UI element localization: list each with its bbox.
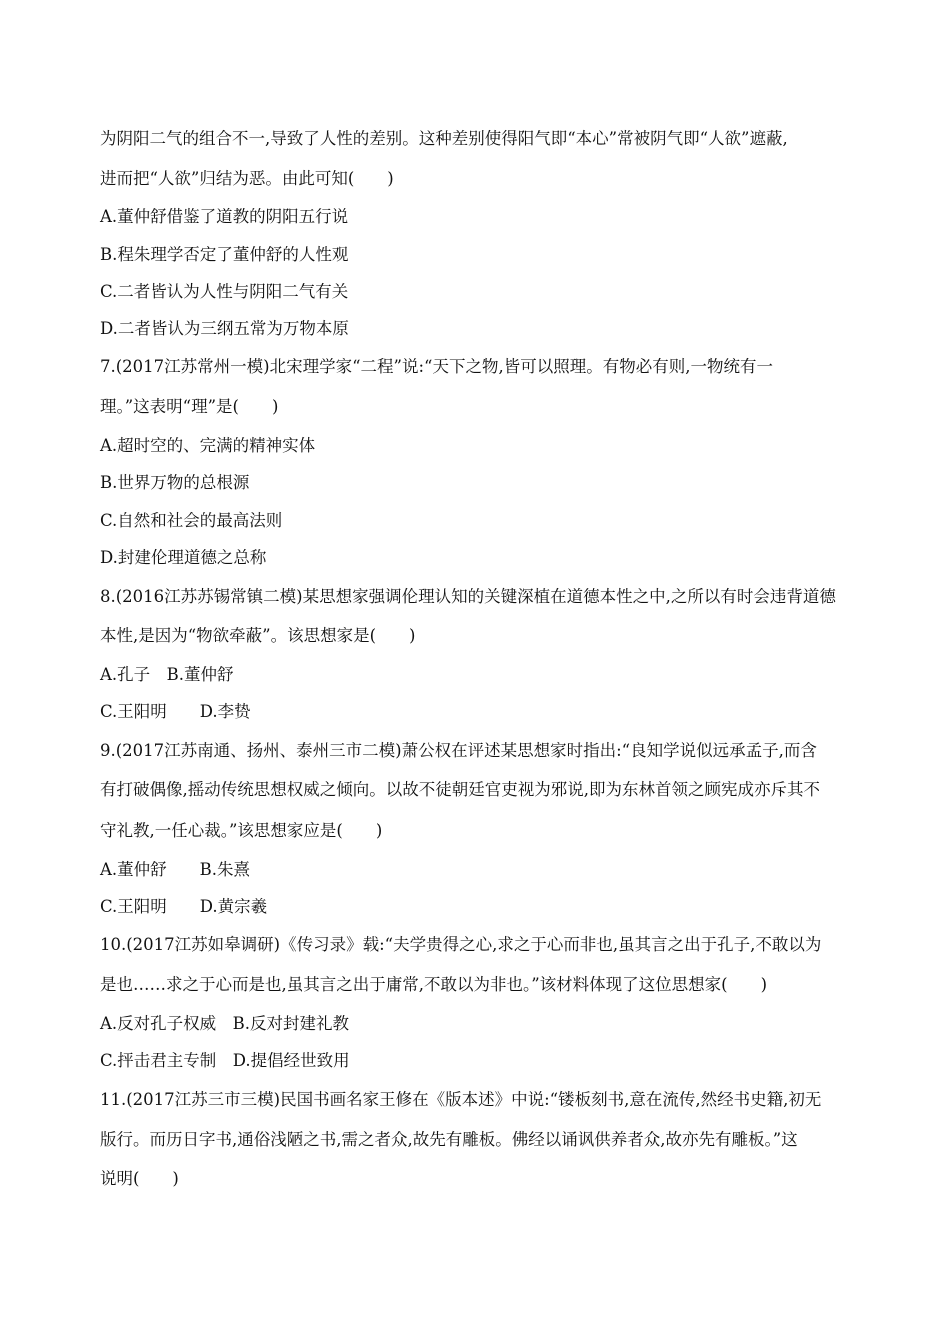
- options-cd: C.王阳明 D.黄宗羲: [100, 897, 268, 916]
- text-line: 进而把“人欲”归结为恶。由此可知( ): [100, 169, 394, 188]
- options-cd: C.抨击君主专制 D.提倡经世致用: [100, 1051, 350, 1070]
- question-8: 8.(2016江苏苏锡常镇二模)某思想家强调伦理认知的关键深植在道德本性之中,之所以有时会违背道德: [100, 587, 836, 606]
- question-7-cont: 理。”这表明“理”是( ): [100, 397, 279, 416]
- option-d: D.二者皆认为三纲五常为万物本原: [100, 319, 349, 338]
- question-9-cont: 有打破偶像,摇动传统思想权威之倾向。以故不徒朝廷官吏视为邪说,即为东林首领之顾宪成亦斥其不: [100, 780, 820, 799]
- question-10-cont: 是也……求之于心而是也,虽其言之出于庸常,不敢以为非也。”该材料体现了这位思想家( ): [100, 975, 768, 994]
- option-a: A.董仲舒借鉴了道教的阴阳五行说: [100, 207, 349, 226]
- options-cd: C.王阳明 D.李贽: [100, 702, 251, 721]
- question-7: 7.(2017江苏常州一模)北宋理学家“二程”说:“天下之物,皆可以照理。有物必有则,一物统有一: [100, 357, 773, 376]
- option-b: B.世界万物的总根源: [100, 473, 250, 492]
- question-10: 10.(2017江苏如皋调研)《传习录》载:“夫学贵得之心,求之于心而非也,虽其言之出于孔子,不敢以为: [100, 935, 822, 954]
- question-9-cont: 守礼教,一任心裁。”该思想家应是( ): [100, 821, 383, 840]
- option-a: A.超时空的、完满的精神实体: [100, 436, 316, 455]
- question-9: 9.(2017江苏南通、扬州、泰州三市二模)萧公权在评述某思想家时指出:“良知学说似远承孟子,而含: [100, 741, 817, 760]
- option-d: D.封建伦理道德之总称: [100, 548, 267, 567]
- options-ab: A.反对孔子权威 B.反对封建礼教: [100, 1014, 350, 1033]
- options-ab: A.孔子 B.董仲舒: [100, 665, 234, 684]
- text-line: 为阴阳二气的组合不一,导致了人性的差别。这种差别使得阳气即“本心”常被阴气即“人欲”遮蔽,: [100, 129, 788, 148]
- option-c: C.自然和社会的最高法则: [100, 511, 283, 530]
- question-11-cont: 说明( ): [100, 1169, 179, 1188]
- options-ab: A.董仲舒 B.朱熹: [100, 860, 251, 879]
- option-b: B.程朱理学否定了董仲舒的人性观: [100, 245, 349, 264]
- question-11: 11.(2017江苏三市三模)民国书画名家王修在《版本述》中说:“镂板刻书,意在流传,然经书史籍,初无: [100, 1090, 822, 1109]
- option-c: C.二者皆认为人性与阴阳二气有关: [100, 282, 349, 301]
- question-8-cont: 本性,是因为“物欲牵蔽”。该思想家是( ): [100, 626, 416, 645]
- question-11-cont: 版行。而历日字书,通俗浅陋之书,需之者众,故先有雕板。佛经以诵讽供养者众,故亦先有雕板。”这: [100, 1130, 798, 1149]
